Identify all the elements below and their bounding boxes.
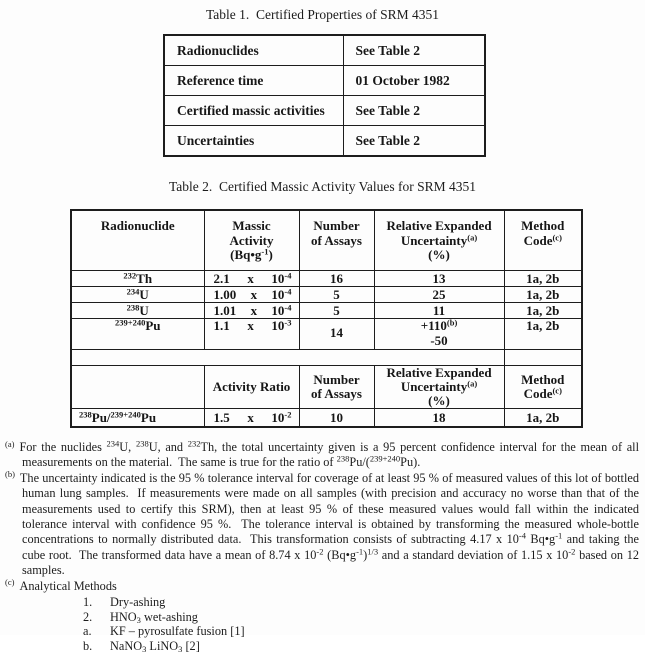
blank-header-cell [71,365,204,408]
table-row-th232 [71,270,582,286]
footnote-a-text: For the nuclides $^{234}$U, $^{238}$U, and $^{232}$Th, the total uncertainty given is a 95 percent confidence interval for the mean of all measurements on the material. The same is true for the ratio of $^{238}$Pu/($^{239+240}$Pu). [19,438,640,470]
property-value: 01 October 1982 [343,66,485,96]
uncertainty-cell: 13 [374,270,504,286]
col-header-massic-activity: Massic Activity $(Bq•g^{-1})$ [204,210,299,270]
col-header-method-code: Method Code$^{(c)}$ [504,365,582,408]
table-row [164,35,485,66]
empty-cell [71,349,504,365]
footnotes-section [5,440,639,653]
table-row [164,126,485,157]
footnote-a [5,440,639,471]
times-sign: x [250,302,258,318]
footnote-c-text: Analytical Methods [19,578,117,593]
table2-title: Table 2. Certified Massic Activity Values for SRM 4351 [168,179,477,194]
nuclide-cell: $^{239+240}$Pu [71,318,204,349]
coefficient: 1.1 [213,317,230,333]
nuclide-cell: $^{238}$U [71,302,204,318]
table2-header-row-1 [71,210,582,270]
exponent: $10^{-3}$ [271,317,292,333]
method-code-cell: 1a, 2b [504,270,582,286]
table-row-pu239-240 [71,318,582,349]
uncertainty-cell: 25 [374,286,504,302]
table-row-u238 [71,302,582,318]
list-item [83,610,639,625]
col-header-uncertainty: Relative Expanded Uncertainty$^{(a)}$ (%) [374,210,504,270]
table1-title: Table 1. Certified Properties of SRM 4351 [205,7,440,22]
table-row [164,96,485,126]
exponent: $10^{-4}$ [271,302,292,318]
uncertainty-cell: $+110^{(b)}$ -50 [374,318,504,349]
footnote-b-text: The uncertainty indicated is the 95 % tolerance interval for coverage of at least 95 % of measured values of this lot of bottled human lung samples. If measurements were made on all samples (with precision and accuracy no worse than that of the measurements used to certify this SRM), then at least 95 % of these measured values would fall within the indicated tolerance interval with confidence 95 %. The tolerance interval is obtained by transforming the measured whole-bottle concentrations to normally distributed data. This transformation consists of subtracting 4.17 x $10^{-4}$ $Bq•g^{-1}$ and taking the cube root. The transformed data have a mean of 8.74 x $10^{-2}$ $(Bq•g^{-1})^{1/3}$ and a standard deviation of 1.15 x $10^{-2}$ based on 12 samples. [19,470,639,578]
property-value: See Table 2 [343,35,485,66]
method-code-cell: 1a, 2b [504,286,582,302]
list-text: Dry-ashing [110,595,166,610]
property-label: Radionuclides [164,35,343,66]
uncertainty-cell: 11 [374,302,504,318]
uncertainty-cell: 18 [374,408,504,427]
assays-cell: 5 [299,286,374,302]
table-row-pu-ratio [71,408,582,427]
property-label: Uncertainties [164,126,343,157]
massic-activity-cell [204,318,299,349]
col-header-radionuclide: Radionuclide [71,210,204,270]
method-code-cell: 1a, 2b [504,318,582,349]
footnote-a-marker: (a) [5,438,15,449]
coefficient: 1.00 [213,286,237,302]
list-marker: a. [83,624,92,639]
table2 [70,209,583,428]
massic-activity-cell [204,286,299,302]
coefficient: 1.5 [213,409,230,425]
list-text: KF – pyrosulfate fusion [1] [110,624,245,639]
table1 [163,34,486,157]
method-code-cell: 1a, 2b [504,302,582,318]
empty-cell [504,349,582,365]
property-label: Certified massic activities [164,96,343,126]
spacer-row [71,349,582,365]
list-marker: b. [83,638,93,653]
nuclide-cell: $^{232}$Th [71,270,204,286]
list-marker: 1. [83,595,93,610]
footnote-c [5,579,639,594]
massic-activity-cell [204,302,299,318]
times-sign: x [247,270,254,286]
assays-cell: 14 [299,318,374,349]
massic-activity-cell [204,270,299,286]
coefficient: 2.1 [213,270,230,286]
analytical-methods-list [83,595,639,653]
list-marker: 2. [83,609,93,624]
property-label: Reference time [164,66,343,96]
assays-cell: 10 [299,408,374,427]
col-header-uncertainty: Relative Expanded Uncertainty$^{(a)}$ (%) [374,365,504,408]
property-value: See Table 2 [343,126,485,157]
table-row [164,66,485,96]
assays-cell: 16 [299,270,374,286]
col-header-number-of-assays: Number of Assays [299,210,374,270]
table2-header-row-2 [71,365,582,408]
assays-cell: 5 [299,302,374,318]
times-sign: x [247,317,254,333]
list-text: NaNO$_3$ LiNO$_3$ [2] [110,638,200,654]
list-text: $HNO_3$ wet-ashing [110,609,198,625]
nuclide-ratio-cell: $^{238}$Pu/$^{239+240}$Pu [71,408,204,427]
times-sign: x [250,286,258,302]
footnote-b [5,471,639,579]
col-header-number-of-assays: Number of Assays [299,365,374,408]
exponent: $10^{-4}$ [271,286,292,302]
table-row-u234 [71,286,582,302]
footnote-c-marker: (c) [5,577,15,588]
activity-ratio-cell [204,408,299,427]
footnote-b-marker: (b) [5,469,15,480]
times-sign: x [247,409,254,425]
exponent: $10^{-4}$ [271,270,292,286]
coefficient: 1.01 [213,302,237,318]
exponent: $10^{-2}$ [271,409,292,425]
nuclide-cell: $^{234}$U [71,286,204,302]
property-value: See Table 2 [343,96,485,126]
method-code-cell: 1a, 2b [504,408,582,427]
list-item [83,624,639,639]
col-header-method-code: Method Code$^{(c)}$ [504,210,582,270]
list-item [83,639,639,654]
col-header-activity-ratio: Activity Ratio [204,365,299,408]
list-item [83,595,639,610]
